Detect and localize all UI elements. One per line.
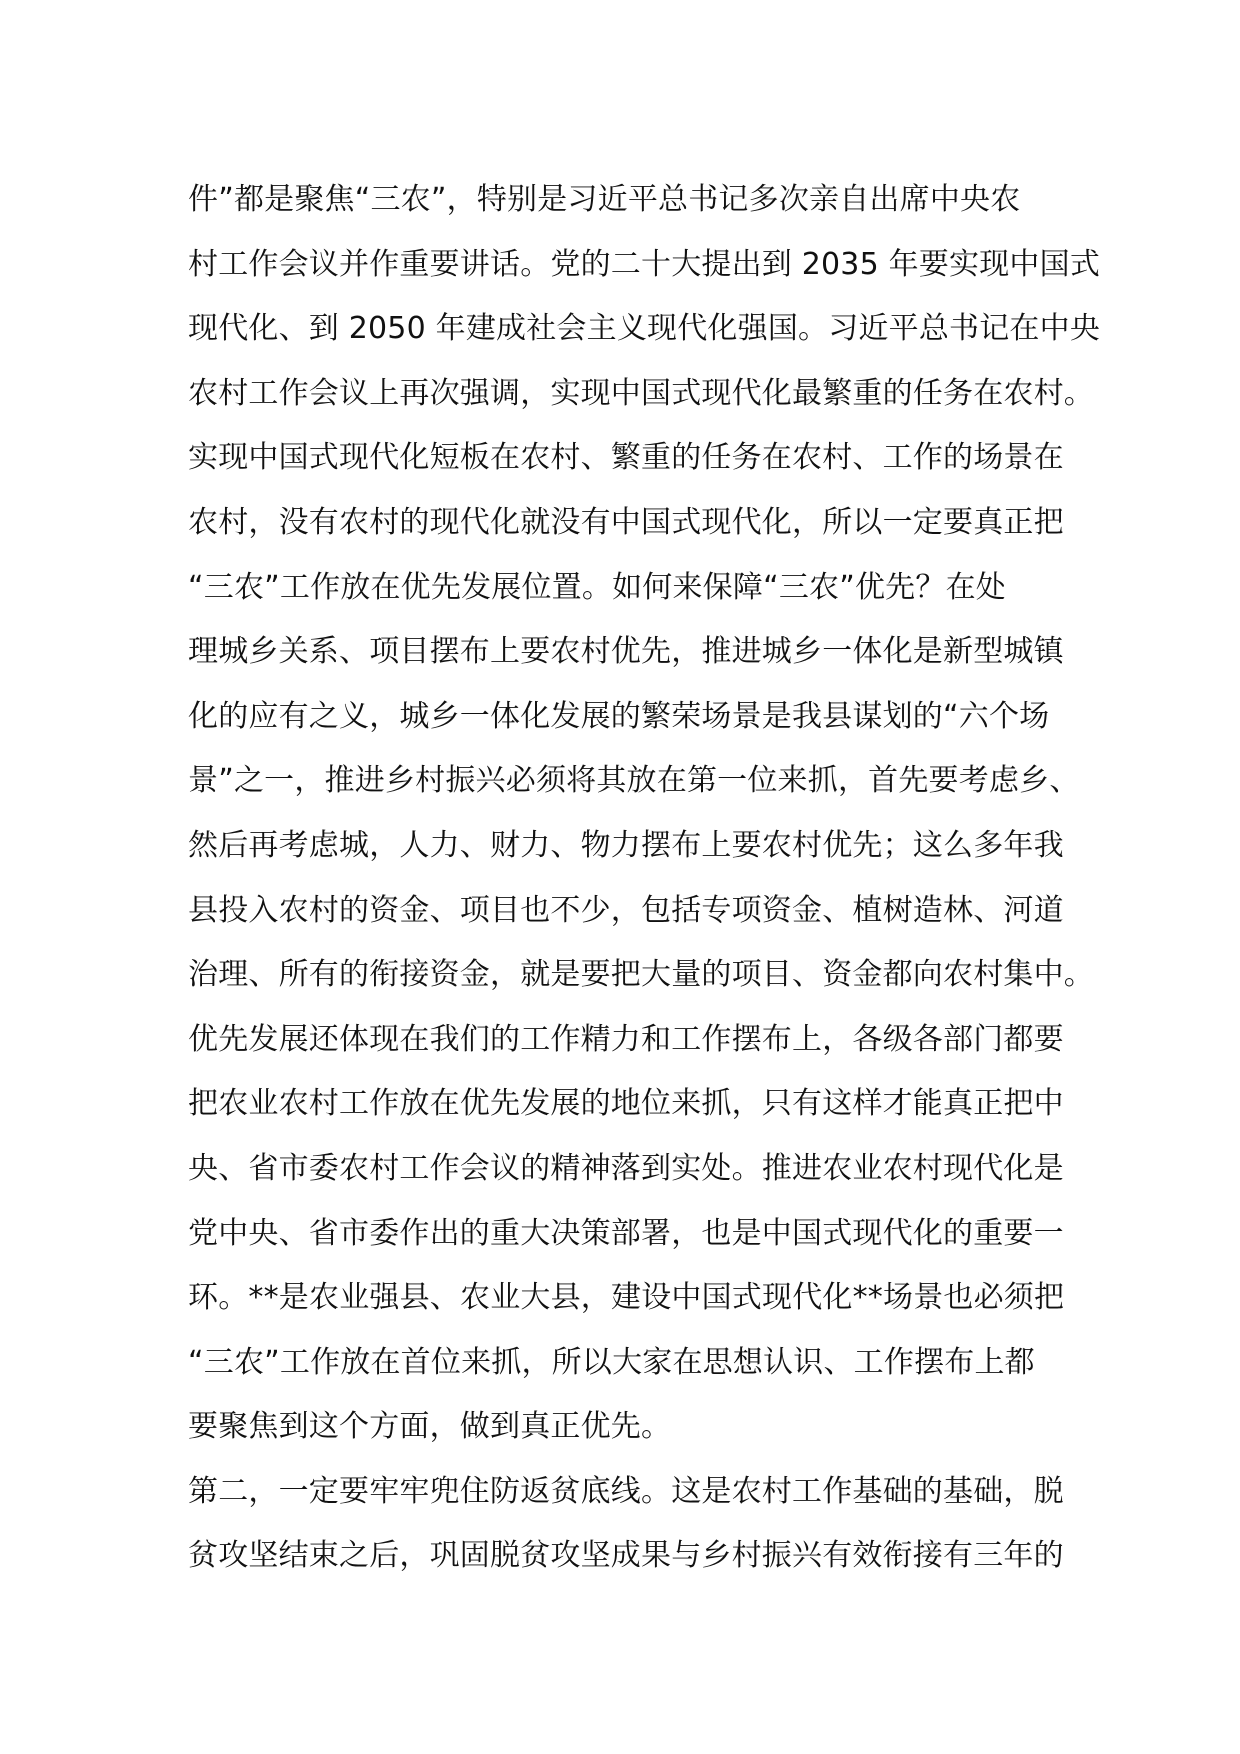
text-line: 第二，一定要牢牢兜住防返贫底线。这是农村工作基础的基础，脱 <box>188 1473 1064 1509</box>
text-line: 环。**是农业强县、农业大县，建设中国式现代化**场景也必须把 <box>188 1280 1065 1316</box>
text-line: 治理、所有的衔接资金，就是要把大量的项目、资金都向农村集中。 <box>188 957 1094 993</box>
text-line: 优先发展还体现在我们的工作精力和工作摆布上，各级各部门都要 <box>188 1021 1064 1057</box>
text-line: 件”都是聚焦“三农”，特别是习近平总书记多次亲自出席中央农 <box>188 182 1021 217</box>
text-line: 党中央、省市委作出的重大决策部署，也是中国式现代化的重要一 <box>188 1215 1064 1251</box>
body-text <box>188 168 1101 1589</box>
text-line: 实现中国式现代化短板在农村、繁重的任务在农村、工作的场景在 <box>188 440 1064 476</box>
text-line: 然后再考虑城，人力、财力、物力摆布上要农村优先；这么多年我 <box>188 827 1064 863</box>
text-line: 农村，没有农村的现代化就没有中国式现代化，所以一定要真正把 <box>188 504 1064 540</box>
text-line: 贫攻坚结束之后，巩固脱贫攻坚成果与乡村振兴有效衔接有三年的 <box>188 1538 1064 1574</box>
text-line: 央、省市委农村工作会议的精神落到实处。推进农业农村现代化是 <box>188 1150 1064 1186</box>
text-line: “三农”工作放在首位来抓，所以大家在思想认识、工作摆布上都 <box>188 1344 1035 1380</box>
text-line: 要聚焦到这个方面，做到真正优先。 <box>188 1409 672 1445</box>
text-line: 化的应有之义，城乡一体化发展的繁荣场景是我县谋划的“六个场 <box>188 698 1050 734</box>
text-line: “三农”工作放在优先发展位置。如何来保障“三农”优先？在处 <box>188 569 1006 605</box>
text-line: 农村工作会议上再次强调，实现中国式现代化最繁重的任务在农村。 <box>188 375 1094 411</box>
text-line: 村工作会议并作重要讲话。党的二十大提出到 2035 年要实现中国式 <box>188 246 1101 282</box>
text-line: 县投入农村的资金、项目也不少，包括专项资金、植树造林、河道 <box>188 892 1064 928</box>
text-line: 现代化、到 2050 年建成社会主义现代化强国。习近平总书记在中央 <box>188 311 1101 347</box>
text-line: 理城乡关系、项目摆布上要农村优先，推进城乡一体化是新型城镇 <box>188 634 1064 670</box>
text-line: 把农业农村工作放在优先发展的地位来抓，只有这样才能真正把中 <box>188 1086 1064 1122</box>
text-line: 景”之一，推进乡村振兴必须将其放在第一位来抓，首先要考虑乡、 <box>188 763 1080 799</box>
